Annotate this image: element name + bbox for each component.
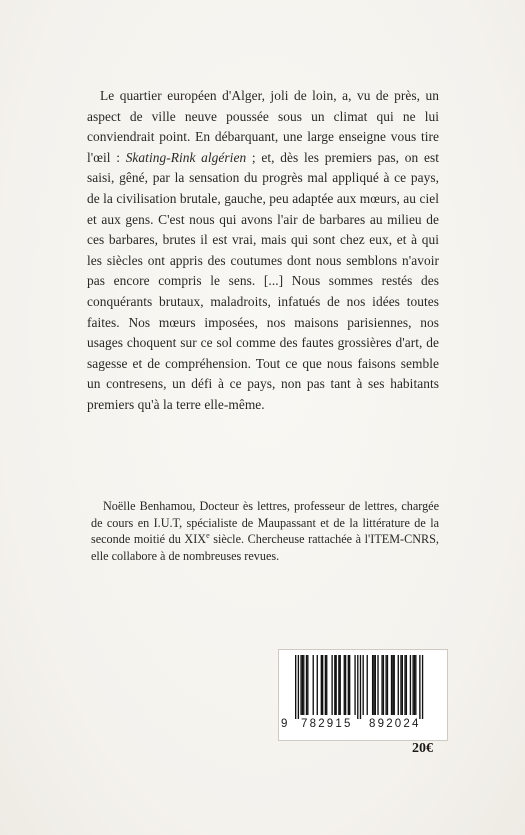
barcode-bar — [398, 655, 399, 715]
barcode-bar — [307, 655, 308, 715]
quote-part-1: Le quartier européen d'Alger, joli de loin, a, vu de près, un aspect de ville neuve poussée sous un climat qui ne lui conviendrait point. En débarquant, une large enseigne vous tire l'œil : — [87, 88, 439, 165]
century-superscript: e — [206, 531, 210, 541]
barcode-bar — [415, 655, 416, 715]
barcode-bar — [313, 655, 314, 715]
barcode-bar — [414, 655, 415, 715]
barcode-bar — [344, 655, 345, 715]
barcode-bar — [302, 655, 303, 715]
barcode-bar — [345, 655, 346, 715]
barcode-bar — [377, 655, 378, 715]
barcode-bar — [348, 655, 349, 715]
barcode-bar — [349, 655, 350, 715]
barcode-bar — [387, 655, 388, 715]
barcode-bar — [363, 655, 364, 715]
barcode-guard-bar — [419, 655, 420, 719]
isbn-barcode — [278, 649, 448, 741]
barcode-bar — [306, 655, 307, 715]
barcode-bar — [385, 655, 386, 715]
barcode-bar — [331, 655, 332, 715]
barcode-bar — [326, 655, 327, 715]
barcode-bar — [392, 655, 393, 715]
barcode-bars — [291, 655, 435, 719]
barcode-bar — [410, 655, 411, 715]
barcode-bar — [375, 655, 376, 715]
barcode-bar — [354, 655, 355, 715]
barcode-bar — [303, 655, 304, 715]
barcode-bar — [373, 655, 374, 715]
barcode-bar — [402, 655, 403, 715]
barcode-bar — [325, 655, 326, 715]
barcode-guard-bar — [357, 655, 358, 719]
barcode-bar — [321, 655, 322, 715]
bio-part-1: Noëlle Benhamou, Docteur ès lettres, professeur de lettres, chargée de cours en I.U.T, spécialiste de Maupassant et de la littérature de la seconde moitié du XIX — [91, 499, 439, 547]
barcode-bar — [338, 655, 339, 715]
barcode-bar — [391, 655, 392, 715]
quote-part-2: ; et, dès les premiers pas, on est saisi, gêné, par la sensation du progrès mal appliqué à ce pays, de la civilisation brutale, gauche, peu adaptée aux mœurs, au ciel et aux gens. C'est nous qui avons l'air de barbares au milieu de ces barbares, brutes il est vrai, mais qui sont chez eux, et à qui les siècles ont appris des coutumes dont nous semblons n'avoir pas encore compris le sens. [...] Nous sommes restés des conquérants brutaux, maladroits, infatués de nos idées toutes faites. Nos mœurs imposées, nos maisons parisiennes, nos usages choquent sur ce sol comme des fautes grossières d'art, de sagesse et de compréhension. Tout ce que nous faisons semble un contresens, un défi à ce pays, non pas tant à ses habitants premiers qu'à la terre elle-même. — [87, 149, 439, 412]
bio-part-2: siècle. Chercheuse rattachée à l'ITEM-CNRS, elle collabore à de nombreuses revues. — [91, 532, 439, 563]
barcode-bar — [372, 655, 373, 715]
quote-text — [87, 86, 439, 416]
barcode-guard-bar — [295, 655, 296, 719]
barcode-right-group: 892024 — [369, 718, 421, 730]
barcode-first-digit: 9 — [281, 718, 288, 730]
barcode-bar — [367, 655, 368, 715]
barcode-bar — [400, 655, 401, 715]
barcode-bar — [300, 655, 301, 715]
barcode-left-group: 782915 — [301, 718, 353, 730]
barcode-bar — [412, 655, 413, 715]
barcode-guard-bar — [422, 655, 423, 719]
skating-rink-sign: Skating-Rink algérien — [125, 149, 247, 165]
barcode-bar — [340, 655, 341, 715]
barcode-bar — [406, 655, 407, 715]
barcode-bar — [381, 655, 382, 715]
price-label: 20€ — [412, 741, 433, 756]
barcode-guard-bar — [360, 655, 361, 719]
barcode-bar — [334, 655, 335, 715]
barcode-bar — [394, 655, 395, 715]
barcode-guard-bar — [298, 655, 299, 719]
barcode-bar — [404, 655, 405, 715]
author-bio — [91, 498, 439, 564]
barcode-bar — [322, 655, 323, 715]
barcode-bar — [317, 655, 318, 715]
barcode-bar — [383, 655, 384, 715]
barcode-bar — [336, 655, 337, 715]
